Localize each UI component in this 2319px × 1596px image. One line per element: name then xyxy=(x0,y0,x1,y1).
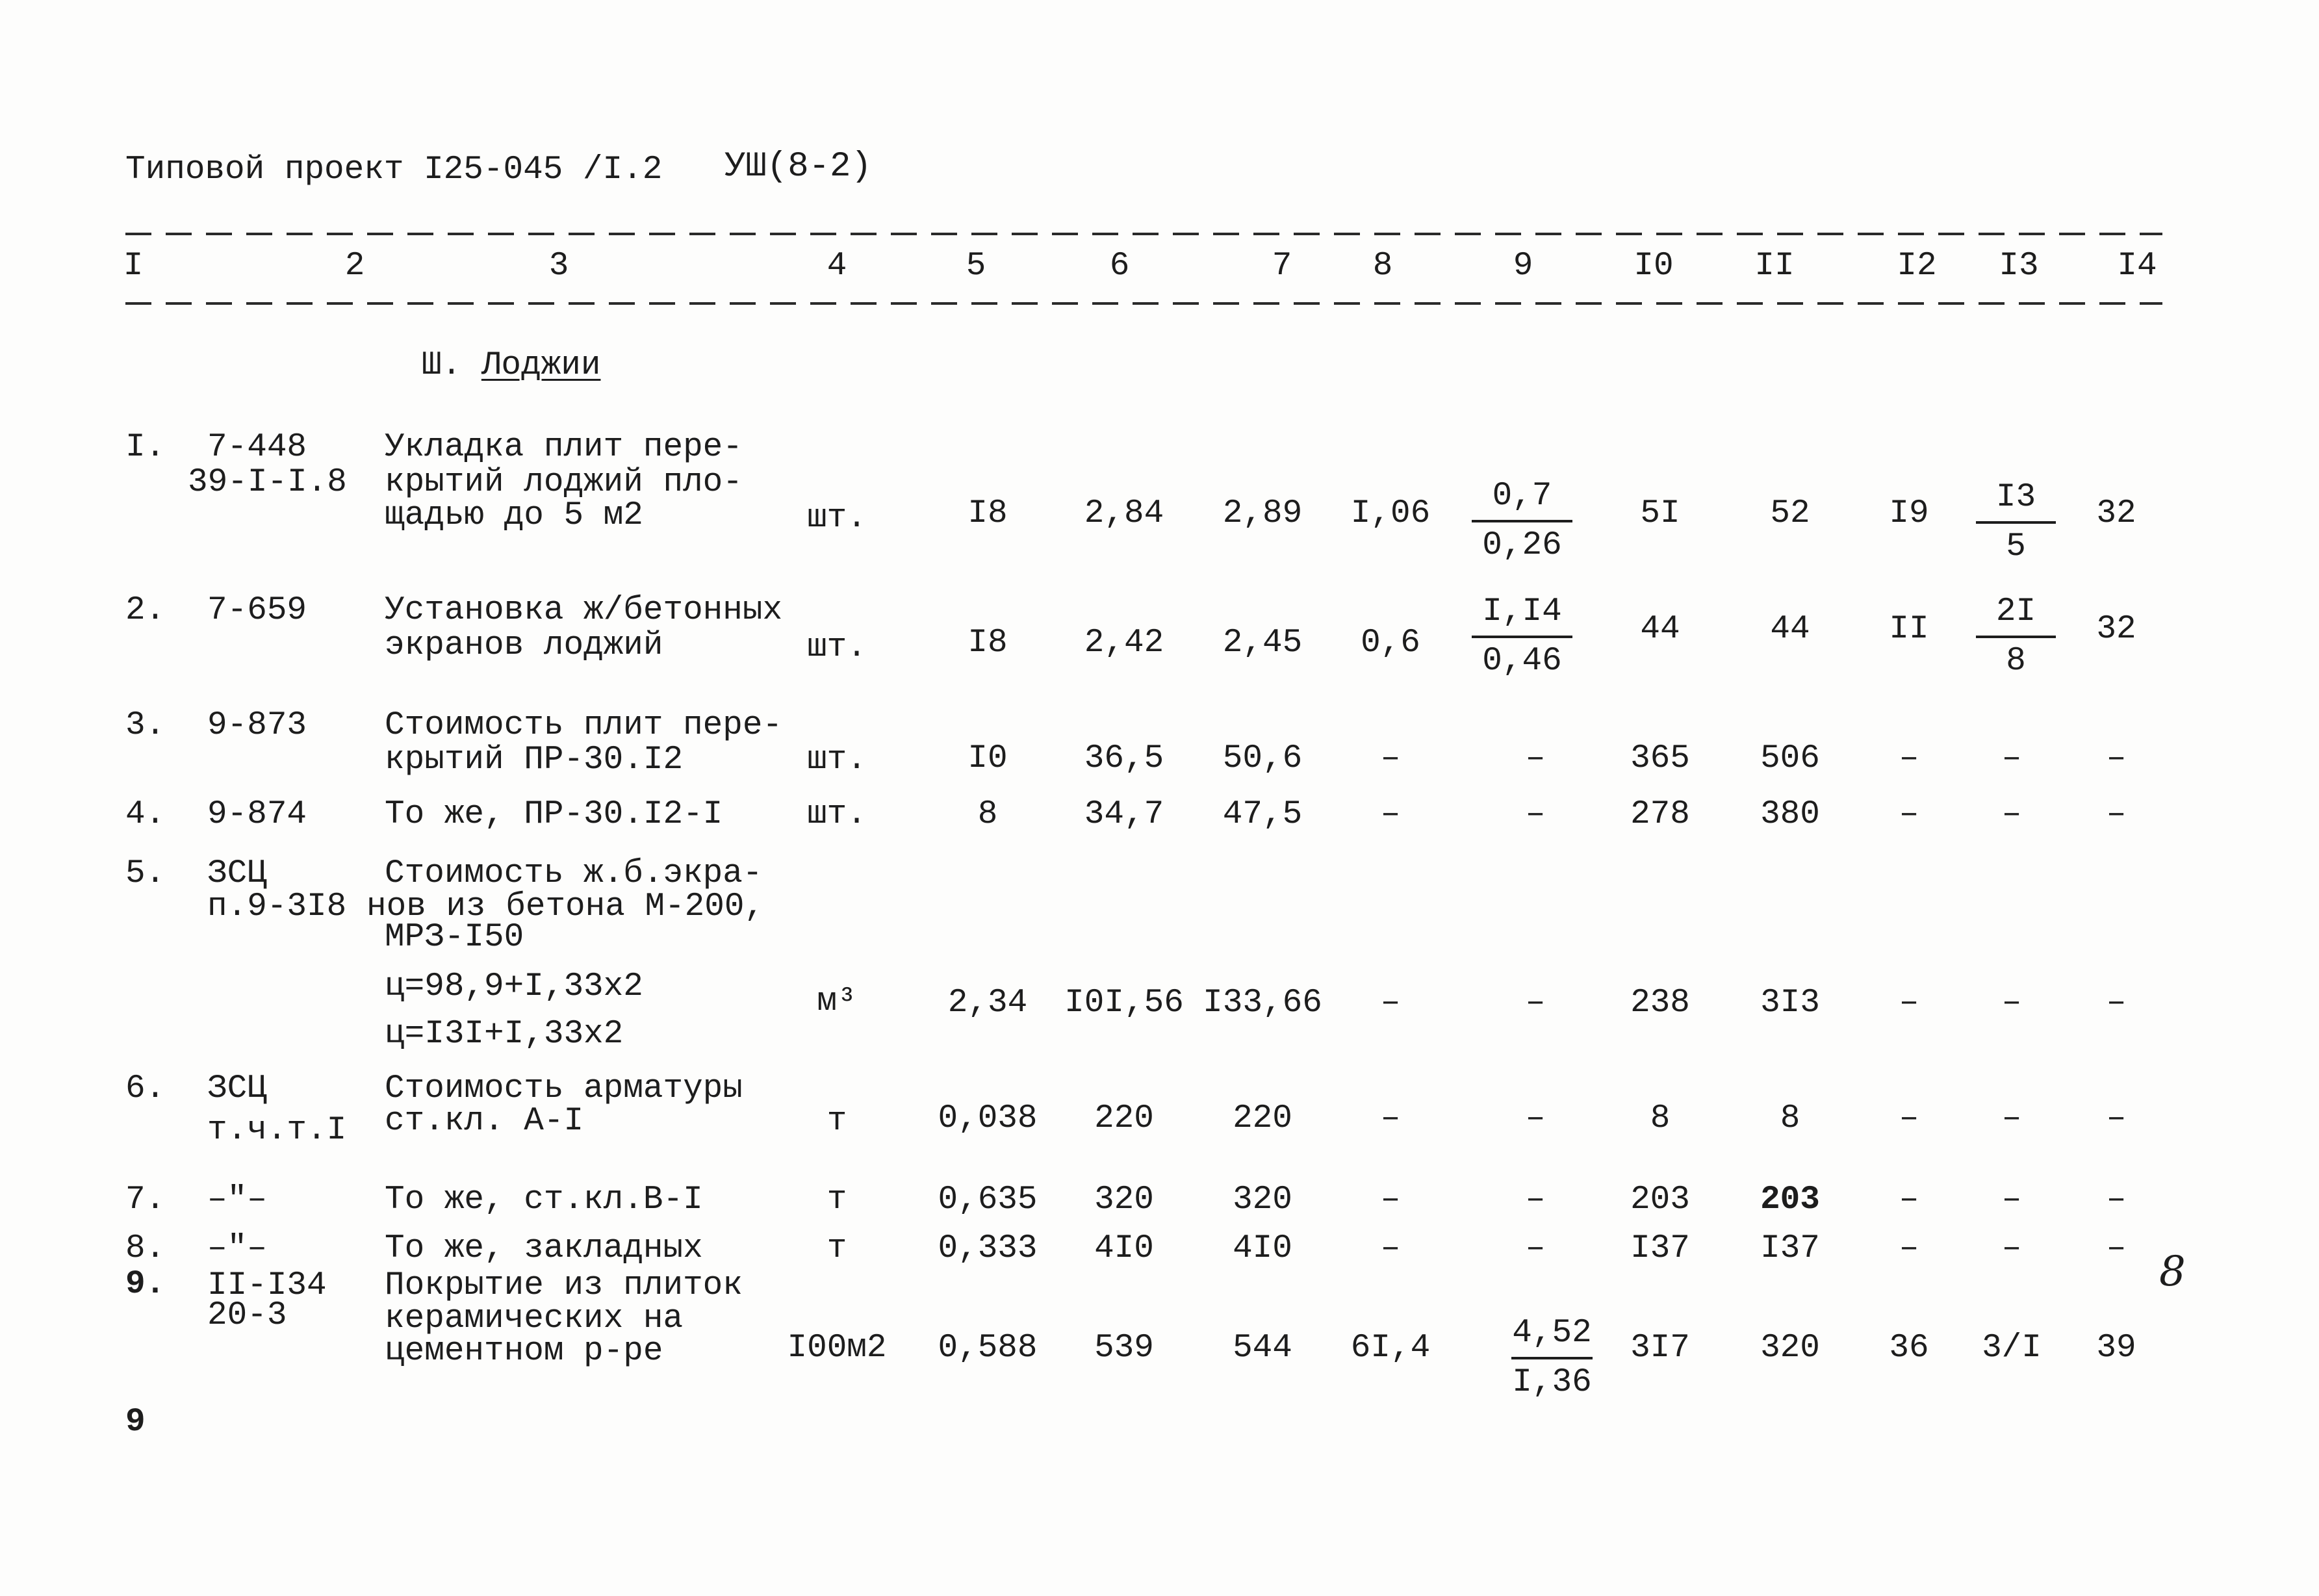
row-2-col-9-numerator: I,I4 xyxy=(1482,593,1562,630)
row-9-col-11: 320 xyxy=(1760,1330,1820,1367)
row-2-col-11: 44 xyxy=(1770,611,1810,648)
row-6-col-7: 220 xyxy=(1233,1100,1292,1137)
row-3-col-11: 506 xyxy=(1760,740,1820,777)
row-9-col-9-numerator: 4,52 xyxy=(1512,1315,1592,1352)
row-3-description-line-1: Стоимость плит пере- xyxy=(385,707,783,744)
column-header-6: 6 xyxy=(1109,248,1130,285)
row-6-col-6: 220 xyxy=(1094,1100,1154,1137)
row-7-col-8: – xyxy=(1380,1181,1401,1218)
row-4-col-9: – xyxy=(1525,796,1546,833)
row-1-col-9-fraction xyxy=(1472,480,1572,564)
row-3-col-10: 365 xyxy=(1630,740,1690,777)
row-3-col-12: – xyxy=(1899,740,1919,777)
row-4-col-13: – xyxy=(2001,796,2022,833)
row-6-code-line-2: т.ч.т.I xyxy=(207,1112,347,1149)
row-2-col-7: 2,45 xyxy=(1222,624,1303,662)
row-4-col-6: 34,7 xyxy=(1084,796,1164,833)
row-8-col-14: – xyxy=(2106,1230,2127,1267)
row-5-col-5: 2,34 xyxy=(947,985,1028,1022)
row-1-col-10: 5I xyxy=(1640,495,1680,532)
row-9-col-12: 36 xyxy=(1889,1330,1929,1367)
row-5-number: 5. xyxy=(125,855,166,892)
row-3-col-14: – xyxy=(2106,740,2127,777)
row-9-col-5: 0,588 xyxy=(938,1330,1038,1367)
row-7-col-6: 320 xyxy=(1094,1181,1154,1218)
row-2-col-14: 32 xyxy=(2096,611,2136,648)
row-1-description-line-2: крытий лоджий пло- xyxy=(385,464,743,501)
row-5-code-line-1: ЗСЦ xyxy=(207,855,267,892)
row-2-code-line-1: 7-659 xyxy=(207,592,307,629)
column-header-13: I3 xyxy=(1999,248,2039,285)
section-name: Лоджии xyxy=(481,347,601,384)
row-7-col-5: 0,635 xyxy=(938,1181,1038,1218)
row-8-col-11: I37 xyxy=(1760,1230,1820,1267)
row-3-code-line-1: 9-873 xyxy=(207,707,307,744)
row-7-unit: т xyxy=(826,1181,847,1218)
row-8-unit: т xyxy=(826,1230,847,1267)
row-9-col-14: 39 xyxy=(2096,1330,2136,1367)
row-6-col-10: 8 xyxy=(1650,1100,1671,1137)
row-3-col-9: – xyxy=(1525,740,1546,777)
row-6-col-12: – xyxy=(1899,1100,1919,1137)
row-6-col-5: 0,038 xyxy=(938,1100,1038,1137)
row-7-col-11: 203 xyxy=(1760,1181,1820,1218)
row-3-col-7: 50,6 xyxy=(1222,740,1303,777)
column-header-3: 3 xyxy=(548,248,569,285)
row-7-col-12: – xyxy=(1899,1181,1919,1218)
row-3-col-6: 36,5 xyxy=(1084,740,1164,777)
row-5-col-8: – xyxy=(1380,985,1401,1022)
row-8-col-8: – xyxy=(1380,1230,1401,1267)
header-rule-top xyxy=(125,233,2162,235)
row-4-description-line-1: То же, ПР-30.I2-I xyxy=(385,796,723,833)
row-3-description-line-2: крытий ПР-30.I2 xyxy=(385,741,684,779)
row-1-col-7: 2,89 xyxy=(1222,495,1303,532)
row-7-code-line-1: –"– xyxy=(207,1181,267,1218)
row-4-col-14: – xyxy=(2106,796,2127,833)
column-header-9: 9 xyxy=(1513,248,1533,285)
row-2-col-6: 2,42 xyxy=(1084,624,1164,662)
row-7-description-line-1: То же, ст.кл.В-I xyxy=(385,1181,703,1218)
row-4-col-10: 278 xyxy=(1630,796,1690,833)
row-4-col-7: 47,5 xyxy=(1222,796,1303,833)
row-6-col-11: 8 xyxy=(1780,1100,1800,1137)
row-8-col-6: 4I0 xyxy=(1094,1230,1154,1267)
row-4-col-11: 380 xyxy=(1760,796,1820,833)
row-7-col-13: – xyxy=(2001,1181,2022,1218)
row-9-number: 9. xyxy=(125,1266,166,1303)
row-3-col-8: – xyxy=(1380,740,1401,777)
row-9-col-10: 3I7 xyxy=(1630,1330,1690,1367)
section-number: Ш. xyxy=(422,347,462,384)
row-5-col-13: – xyxy=(2001,985,2022,1022)
row-5-col-14: – xyxy=(2106,985,2127,1022)
row-1-col-5: I8 xyxy=(967,495,1008,532)
column-header-5: 5 xyxy=(966,248,986,285)
row-9-col-6: 539 xyxy=(1094,1330,1154,1367)
row-2-col-8: 0,6 xyxy=(1361,624,1420,662)
row-6-col-14: – xyxy=(2106,1100,2127,1137)
row-7-col-14: – xyxy=(2106,1181,2127,1218)
row-2-number: 2. xyxy=(125,592,166,629)
row-8-col-5: 0,333 xyxy=(938,1230,1038,1267)
row-8-number: 8. xyxy=(125,1230,166,1267)
row-4-col-8: – xyxy=(1380,796,1401,833)
row-4-number: 4. xyxy=(125,796,166,833)
row-5-col-9: – xyxy=(1525,985,1546,1022)
row-1-description-line-1: Укладка плит пере- xyxy=(385,429,743,466)
row-7-col-7: 320 xyxy=(1233,1181,1292,1218)
column-header-12: I2 xyxy=(1897,248,1937,285)
row-5-price-formula-2: ц=I3I+I,33х2 xyxy=(385,1016,624,1053)
row-4-col-12: – xyxy=(1899,796,1919,833)
column-header-8: 8 xyxy=(1372,248,1393,285)
row-1-number: I. xyxy=(125,429,166,466)
row-3-col-13: – xyxy=(2001,740,2022,777)
row-9-col-9-denominator: I,36 xyxy=(1512,1364,1592,1401)
row-1-col-8: I,06 xyxy=(1350,495,1431,532)
row-8-col-12: – xyxy=(1899,1230,1919,1267)
row-4-col-5: 8 xyxy=(977,796,998,833)
section-title xyxy=(422,349,600,383)
row-6-description-line-2: ст.кл. А-I xyxy=(385,1103,584,1140)
row-5-description-line-3: МРЗ-I50 xyxy=(385,919,524,956)
row-1-col-9-fraction-bar xyxy=(1472,520,1572,522)
row-1-col-12: I9 xyxy=(1889,495,1929,532)
row-1-code-line-1: 7-448 xyxy=(207,429,307,466)
row-1-description-line-3: щадью до 5 м2 xyxy=(385,497,643,534)
row-8-col-9: – xyxy=(1525,1230,1546,1267)
row-8-description-line-1: То же, закладных xyxy=(385,1230,703,1267)
row-1-col-9-denominator: 0,26 xyxy=(1482,527,1562,564)
column-header-10: I0 xyxy=(1634,248,1674,285)
row-5-description-line-1: Стоимость ж.б.экра- xyxy=(385,855,763,892)
row-3-col-5: I0 xyxy=(967,740,1008,777)
sheet-code: УШ(8-2) xyxy=(724,147,872,187)
row-4-unit: шт. xyxy=(807,796,867,833)
row-9-code-line-1: II-I34 xyxy=(207,1267,327,1304)
row-5-col-7: I33,66 xyxy=(1203,985,1322,1022)
row-2-col-9-fraction-bar xyxy=(1472,636,1572,638)
row-6-unit: т xyxy=(826,1103,847,1140)
row-5-description-line-2: нов из бетона М-200, xyxy=(366,888,765,925)
row-1-col-14: 32 xyxy=(2096,495,2136,532)
row-5-code-line-2: п.9-3I8 xyxy=(207,888,347,925)
row-3-unit: шт. xyxy=(807,741,867,779)
row-2-col-13-numerator: 2I xyxy=(1995,593,2036,630)
row-8-code-line-1: –"– xyxy=(207,1230,267,1267)
row-2-description-line-2: экранов лоджий xyxy=(385,627,663,664)
row-9-description-line-1: Покрытие из плиток xyxy=(385,1267,743,1304)
column-header-4: 4 xyxy=(826,248,847,285)
column-header-7: 7 xyxy=(1272,248,1292,285)
row-9-code-line-2: 20-3 xyxy=(207,1297,287,1334)
row-2-col-13-denominator: 8 xyxy=(2006,643,2026,680)
row-5-col-10: 238 xyxy=(1630,985,1690,1022)
document-title: Типовой проект I25-045 /I.2 xyxy=(125,151,663,188)
footer-mark: 9 xyxy=(125,1404,146,1441)
row-5-unit: м³ xyxy=(817,983,857,1020)
row-8-col-7: 4I0 xyxy=(1233,1230,1292,1267)
row-7-col-9: – xyxy=(1525,1181,1546,1218)
row-6-col-8: – xyxy=(1380,1100,1401,1137)
row-2-col-10: 44 xyxy=(1640,611,1680,648)
column-header-2: 2 xyxy=(344,248,365,285)
row-9-col-13: 3/I xyxy=(1982,1330,2042,1367)
row-2-col-9-fraction xyxy=(1472,595,1572,680)
row-9-col-7: 544 xyxy=(1233,1330,1292,1367)
row-9-description-line-2: керамических на xyxy=(385,1300,684,1337)
row-7-number: 7. xyxy=(125,1181,166,1218)
row-8-col-13: – xyxy=(2001,1230,2022,1267)
row-1-col-11: 52 xyxy=(1770,495,1810,532)
row-6-number: 6. xyxy=(125,1070,166,1107)
row-8-col-10: I37 xyxy=(1630,1230,1690,1267)
column-header-11: II xyxy=(1754,248,1795,285)
row-1-col-13-numerator: I3 xyxy=(1995,479,2036,516)
row-1-unit: шт. xyxy=(807,500,867,537)
row-4-code-line-1: 9-874 xyxy=(207,796,307,833)
row-2-col-5: I8 xyxy=(967,624,1008,662)
row-6-code-line-1: ЗСЦ xyxy=(207,1070,267,1107)
row-3-number: 3. xyxy=(125,707,166,744)
column-header-14: I4 xyxy=(2117,248,2157,285)
row-1-col-9-numerator: 0,7 xyxy=(1492,478,1552,515)
margin-page-mark: 8 xyxy=(2159,1248,2186,1296)
row-9-description-line-3: цементном р-ре xyxy=(385,1333,663,1370)
row-1-col-6: 2,84 xyxy=(1084,495,1164,532)
row-6-description-line-1: Стоимость арматуры xyxy=(385,1070,743,1107)
row-2-description-line-1: Установка ж/бетонных xyxy=(385,592,783,629)
row-7-col-10: 203 xyxy=(1630,1181,1690,1218)
row-5-price-formula-1: ц=98,9+I,33х2 xyxy=(385,968,643,1005)
column-header-1: I xyxy=(123,248,144,285)
row-2-col-12: II xyxy=(1889,611,1929,648)
row-2-unit: шт. xyxy=(807,629,867,666)
header-rule-bottom xyxy=(125,302,2162,305)
row-2-col-9-denominator: 0,46 xyxy=(1482,643,1562,680)
row-6-col-9: – xyxy=(1525,1100,1546,1137)
row-5-col-12: – xyxy=(1899,985,1919,1022)
row-9-col-8: 6I,4 xyxy=(1350,1330,1431,1367)
row-9-unit: I00м2 xyxy=(787,1330,887,1367)
row-5-col-11: 3I3 xyxy=(1760,985,1820,1022)
row-6-col-13: – xyxy=(2001,1100,2022,1137)
row-1-code-line-2: 39-I-I.8 xyxy=(188,464,347,501)
row-5-col-6: I0I,56 xyxy=(1064,985,1184,1022)
row-1-col-13-denominator: 5 xyxy=(2006,528,2026,565)
